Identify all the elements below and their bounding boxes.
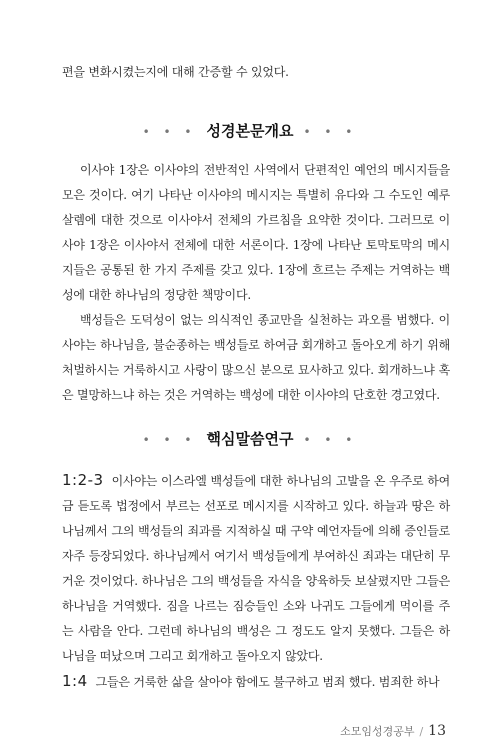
verse-commentary: 이사야는 이스라엘 백성들에 대한 하나님의 고발을 온 우주로 하여금 듣도록 법정에서 부르는 선포로 메시지를 시작하고 있다. 하늘과 땅은 하나님께서 그의 백성들의 죄과를 지적하실 때 구약 예언자들에 의해 증인들로 자주 등장되었다. 하나님께서 여기서 백성들에게 부여하신 죄과는 대단히 무거운 것이었다. 하나님은 그의 백성들을 자식을 양육하듯 보살폈지만 그들은 하나님을 거역했다. 짐을 나르는 짐승들인 소와 나귀도 그들에게 먹이를 주는 사람을 안다. 그런데 하나님의 백성은 그 정도도 알지 못했다. 그들은 하나님을 떠났으며 그리고 회개하고 돌아오지 않았다.: [62, 474, 450, 663]
verse-reference: 1:2-3: [62, 471, 104, 489]
heading-dots-left: • • •: [142, 432, 197, 447]
heading-dots-right: • • •: [303, 124, 358, 139]
section-title-overview: 성경본문개요: [206, 122, 294, 140]
verse-entry: [62, 669, 450, 695]
page-number: 13: [428, 723, 446, 739]
verse-entry: [62, 468, 450, 669]
verse-reference: 1:4: [62, 672, 88, 690]
key-verse-study: [62, 468, 450, 695]
heading-dots-right: • • •: [303, 432, 358, 447]
overview-paragraph-2: 백성들은 도덕성이 없는 의식적인 종교만을 실천하는 과오를 범했다. 이사야는 하나님을, 불순종하는 백성들로 하여금 회개하고 돌아오게 하기 위해 처벌하시는 거룩하시고 사랑이 많으신 분으로 묘사하고 있다. 회개하느냐 혹은 멸망하느냐 하는 것은 거역하는 백성에 대한 이사야의 단호한 경고였다.: [62, 313, 450, 402]
page-footer: [340, 723, 446, 739]
footer-separator: /: [419, 725, 424, 738]
overview-paragraph-1: 이사야 1장은 이사야의 전반적인 사역에서 단편적인 예언의 메시지들을 모은 것이다. 여기 나타난 이사야의 메시지는 특별히 유다와 그 수도인 예루살렘에 대한 것으로 이사야서 전체의 가르침을 요약한 것이다. 그러므로 이사야 1장은 이사야서 전체에 대한 서론이다. 1장에 나타난 토막토막의 메시지들은 공통된 한 가지 주제를 갖고 있다. 1장에 흐르는 주제는 거역하는 백성에 대한 하나님의 정당한 책망이다.: [62, 163, 450, 302]
section-heading-key-verses: [0, 428, 500, 449]
section-heading-overview: [0, 120, 500, 141]
intro-text: 편을 변화시켰는지에 대해 간증할 수 있었다.: [62, 65, 289, 79]
verse-commentary: 그들은 거룩한 삶을 살아야 함에도 불구하고 범죄 했다. 범죄한 하나: [95, 675, 440, 689]
running-title: 소모임성경공부: [340, 725, 415, 738]
heading-dots-left: • • •: [142, 124, 197, 139]
section-title-key-verses: 핵심말씀연구: [206, 430, 294, 448]
